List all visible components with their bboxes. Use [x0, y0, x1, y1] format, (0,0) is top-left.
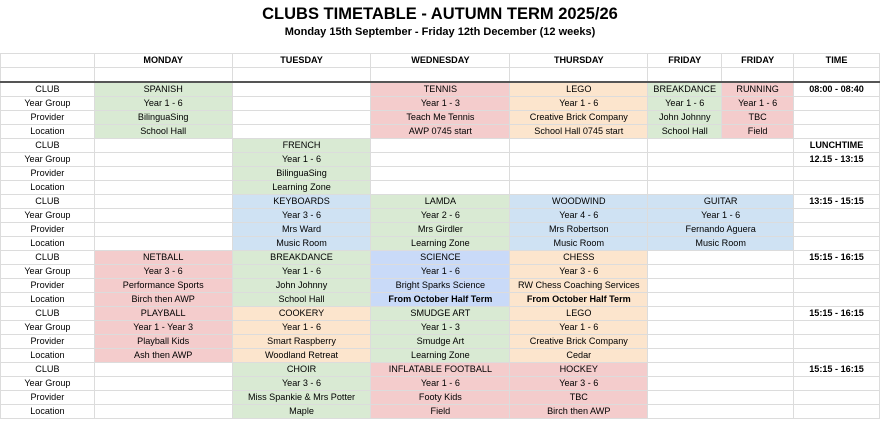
header-friday-1[interactable]: FRIDAY — [648, 54, 722, 68]
cell-wednesday[interactable]: Learning Zone — [371, 349, 510, 363]
cell-time[interactable] — [794, 209, 880, 223]
cell-time[interactable] — [794, 265, 880, 279]
cell-tuesday[interactable]: John Johnny — [232, 279, 371, 293]
cell-time[interactable]: 15:15 - 16:15 — [794, 363, 880, 377]
cell-monday[interactable] — [94, 363, 232, 377]
row-label[interactable]: Year Group — [1, 265, 95, 279]
spacer-cell[interactable] — [648, 68, 722, 83]
row-label[interactable]: CLUB — [1, 251, 95, 265]
header-time[interactable]: TIME — [794, 54, 880, 68]
row-label[interactable]: Year Group — [1, 97, 95, 111]
header-thursday[interactable]: THURSDAY — [510, 54, 648, 68]
table-row — [1, 82, 880, 97]
cell-monday[interactable] — [94, 139, 232, 153]
cell-monday[interactable] — [94, 209, 232, 223]
cell-thursday[interactable]: Year 4 - 6 — [510, 209, 648, 223]
cell-time[interactable] — [794, 279, 880, 293]
cell-tuesday[interactable]: Music Room — [232, 237, 371, 251]
cell-monday[interactable] — [94, 181, 232, 195]
cell-thursday[interactable]: CHESS — [510, 251, 648, 265]
cell-monday[interactable] — [94, 237, 232, 251]
table-row — [1, 209, 880, 223]
header-blank[interactable] — [1, 54, 95, 68]
cell-time[interactable] — [794, 405, 880, 419]
cell-wednesday[interactable] — [371, 153, 510, 167]
cell-friday-1[interactable]: School Hall — [648, 125, 722, 139]
cell-wednesday[interactable]: Bright Sparks Science — [371, 279, 510, 293]
cell-tuesday[interactable]: CHOIR — [232, 363, 371, 377]
table-row — [1, 181, 880, 195]
cell-friday[interactable] — [648, 293, 794, 307]
cell-time[interactable] — [794, 237, 880, 251]
header-tuesday[interactable]: TUESDAY — [232, 54, 371, 68]
table-row — [1, 391, 880, 405]
cell-monday[interactable] — [94, 391, 232, 405]
row-label[interactable]: CLUB — [1, 82, 95, 97]
cell-time[interactable] — [794, 321, 880, 335]
header-friday-2[interactable]: FRIDAY — [722, 54, 794, 68]
table-row — [1, 153, 880, 167]
table-row — [1, 111, 880, 125]
cell-thursday[interactable]: Cedar — [510, 349, 648, 363]
cell-thursday[interactable]: Birch then AWP — [510, 405, 648, 419]
cell-thursday[interactable] — [510, 139, 648, 153]
cell-wednesday[interactable]: Year 1 - 6 — [371, 377, 510, 391]
table-row — [1, 293, 880, 307]
cell-wednesday[interactable]: Teach Me Tennis — [371, 111, 510, 125]
cell-wednesday[interactable]: Field — [371, 405, 510, 419]
cell-friday[interactable] — [648, 265, 794, 279]
row-label[interactable]: Location — [1, 293, 95, 307]
table-row — [1, 237, 880, 251]
cell-monday[interactable]: Year 3 - 6 — [94, 265, 232, 279]
cell-wednesday[interactable]: Year 1 - 6 — [371, 265, 510, 279]
cell-wednesday[interactable]: Footy Kids — [371, 391, 510, 405]
cell-monday[interactable] — [94, 377, 232, 391]
cell-tuesday[interactable]: Woodland Retreat — [232, 349, 371, 363]
cell-tuesday[interactable] — [232, 82, 371, 97]
row-label[interactable]: CLUB — [1, 363, 95, 377]
header-row — [1, 54, 880, 68]
cell-wednesday[interactable]: INFLATABLE FOOTBALL — [371, 363, 510, 377]
row-label[interactable]: Provider — [1, 335, 95, 349]
cell-thursday[interactable]: Mrs Robertson — [510, 223, 648, 237]
cell-thursday[interactable] — [510, 181, 648, 195]
cell-monday[interactable]: Birch then AWP — [94, 293, 232, 307]
cell-friday[interactable]: GUITAR — [648, 195, 794, 209]
cell-friday[interactable]: Music Room — [648, 237, 794, 251]
cell-time[interactable]: 08:00 - 08:40 — [794, 82, 880, 97]
row-label[interactable]: Year Group — [1, 209, 95, 223]
table-row — [1, 251, 880, 265]
cell-time[interactable] — [794, 293, 880, 307]
cell-wednesday[interactable] — [371, 167, 510, 181]
row-label[interactable]: Location — [1, 181, 95, 195]
cell-tuesday[interactable]: Year 1 - 6 — [232, 321, 371, 335]
cell-wednesday[interactable]: SCIENCE — [371, 251, 510, 265]
table-row — [1, 223, 880, 237]
cell-thursday[interactable]: Creative Brick Company — [510, 335, 648, 349]
cell-wednesday[interactable]: AWP 0745 start — [371, 125, 510, 139]
cell-monday[interactable] — [94, 223, 232, 237]
cell-thursday[interactable]: Year 3 - 6 — [510, 377, 648, 391]
table-row — [1, 125, 880, 139]
table-row — [1, 279, 880, 293]
cell-time[interactable]: 13:15 - 15:15 — [794, 195, 880, 209]
table-row — [1, 265, 880, 279]
cell-thursday[interactable]: RW Chess Coaching Services — [510, 279, 648, 293]
row-label[interactable]: Year Group — [1, 377, 95, 391]
table-row — [1, 363, 880, 377]
table-row — [1, 377, 880, 391]
cell-monday[interactable]: School Hall — [94, 125, 232, 139]
cell-friday[interactable] — [648, 307, 794, 321]
table-row — [1, 139, 880, 153]
row-label[interactable]: Provider — [1, 223, 95, 237]
row-label[interactable]: Location — [1, 405, 95, 419]
spacer-cell[interactable] — [232, 68, 371, 83]
cell-thursday[interactable]: WOODWIND — [510, 195, 648, 209]
cell-time[interactable] — [794, 223, 880, 237]
spacer-cell[interactable] — [94, 68, 232, 83]
cell-friday-2[interactable]: Field — [722, 125, 794, 139]
cell-wednesday[interactable] — [371, 181, 510, 195]
cell-friday[interactable]: Year 1 - 6 — [648, 209, 794, 223]
cell-friday[interactable] — [648, 363, 794, 377]
cell-tuesday[interactable]: Miss Spankie & Mrs Potter — [232, 391, 371, 405]
cell-monday[interactable]: Ash then AWP — [94, 349, 232, 363]
table-row — [1, 335, 880, 349]
cell-wednesday[interactable] — [371, 139, 510, 153]
cell-monday[interactable]: Year 1 - 6 — [94, 97, 232, 111]
cell-thursday[interactable]: Creative Brick Company — [510, 111, 648, 125]
cell-time[interactable] — [794, 111, 880, 125]
cell-tuesday[interactable]: KEYBOARDS — [232, 195, 371, 209]
cell-friday[interactable] — [648, 377, 794, 391]
cell-time[interactable]: 15:15 - 16:15 — [794, 307, 880, 321]
cell-monday[interactable]: Playball Kids — [94, 335, 232, 349]
row-label[interactable]: Location — [1, 237, 95, 251]
cell-tuesday[interactable] — [232, 97, 371, 111]
spacer-cell[interactable] — [794, 68, 880, 83]
cell-tuesday[interactable]: BREAKDANCE — [232, 251, 371, 265]
cell-tuesday[interactable]: Year 3 - 6 — [232, 377, 371, 391]
table-row — [1, 321, 880, 335]
cell-friday[interactable] — [648, 405, 794, 419]
cell-wednesday[interactable]: Smudge Art — [371, 335, 510, 349]
row-label[interactable]: Provider — [1, 167, 95, 181]
cell-friday[interactable] — [648, 167, 794, 181]
cell-time[interactable] — [794, 377, 880, 391]
cell-tuesday[interactable]: Maple — [232, 405, 371, 419]
spacer-cell[interactable] — [510, 68, 648, 83]
cell-friday[interactable] — [648, 153, 794, 167]
cell-friday[interactable] — [648, 349, 794, 363]
cell-time[interactable] — [794, 181, 880, 195]
cell-friday-2[interactable]: TBC — [722, 111, 794, 125]
cell-thursday[interactable]: Year 1 - 6 — [510, 321, 648, 335]
row-label[interactable]: CLUB — [1, 139, 95, 153]
cell-thursday[interactable]: LEGO — [510, 82, 648, 97]
table-row — [1, 97, 880, 111]
table-row — [1, 307, 880, 321]
row-label[interactable]: Provider — [1, 111, 95, 125]
row-label[interactable]: Location — [1, 125, 95, 139]
cell-thursday[interactable]: Year 1 - 6 — [510, 97, 648, 111]
cell-tuesday[interactable]: Year 1 - 6 — [232, 265, 371, 279]
cell-time[interactable] — [794, 97, 880, 111]
cell-time[interactable] — [794, 335, 880, 349]
cell-friday[interactable] — [648, 181, 794, 195]
cell-tuesday[interactable]: FRENCH — [232, 139, 371, 153]
cell-monday[interactable] — [94, 405, 232, 419]
cell-friday[interactable] — [648, 279, 794, 293]
cell-friday-1[interactable]: BREAKDANCE — [648, 82, 722, 97]
cell-tuesday[interactable]: Learning Zone — [232, 181, 371, 195]
cell-tuesday[interactable] — [232, 111, 371, 125]
cell-friday[interactable] — [648, 139, 794, 153]
table-row — [1, 167, 880, 181]
cell-time[interactable] — [794, 349, 880, 363]
row-label[interactable]: Year Group — [1, 153, 95, 167]
cell-thursday[interactable]: TBC — [510, 391, 648, 405]
spacer-cell[interactable] — [1, 68, 95, 83]
cell-thursday[interactable] — [510, 153, 648, 167]
cell-wednesday[interactable]: From October Half Term — [371, 293, 510, 307]
cell-monday[interactable]: Performance Sports — [94, 279, 232, 293]
cell-wednesday[interactable]: Year 1 - 3 — [371, 97, 510, 111]
row-label[interactable]: Provider — [1, 279, 95, 293]
cell-time[interactable]: 12.15 - 13:15 — [794, 153, 880, 167]
cell-monday[interactable] — [94, 153, 232, 167]
cell-thursday[interactable] — [510, 167, 648, 181]
cell-friday[interactable] — [648, 251, 794, 265]
table-row — [1, 405, 880, 419]
row-label[interactable]: Year Group — [1, 321, 95, 335]
spacer-cell[interactable] — [371, 68, 510, 83]
cell-monday[interactable] — [94, 167, 232, 181]
cell-monday[interactable]: NETBALL — [94, 251, 232, 265]
cell-monday[interactable] — [94, 195, 232, 209]
row-label[interactable]: Location — [1, 349, 95, 363]
cell-time[interactable]: 15:15 - 16:15 — [794, 251, 880, 265]
cell-wednesday[interactable]: Learning Zone — [371, 237, 510, 251]
timetable-title: CLUBS TIMETABLE - AUTUMN TERM 2025/26 — [262, 5, 618, 23]
cell-tuesday[interactable]: Year 1 - 6 — [232, 153, 371, 167]
cell-wednesday[interactable]: TENNIS — [371, 82, 510, 97]
cell-thursday[interactable]: School Hall 0745 start — [510, 125, 648, 139]
cell-time[interactable] — [794, 391, 880, 405]
cell-wednesday[interactable]: Year 2 - 6 — [371, 209, 510, 223]
cell-thursday[interactable]: Music Room — [510, 237, 648, 251]
cell-friday[interactable] — [648, 321, 794, 335]
cell-friday[interactable] — [648, 391, 794, 405]
cell-tuesday[interactable]: Mrs Ward — [232, 223, 371, 237]
cell-monday[interactable]: PLAYBALL — [94, 307, 232, 321]
spacer-row — [1, 68, 880, 83]
cell-friday-1[interactable]: John Johnny — [648, 111, 722, 125]
table-row — [1, 349, 880, 363]
table-row — [1, 195, 880, 209]
timetable — [0, 53, 880, 419]
cell-thursday[interactable]: Year 3 - 6 — [510, 265, 648, 279]
cell-time[interactable]: LUNCHTIME — [794, 139, 880, 153]
header-monday[interactable]: MONDAY — [94, 54, 232, 68]
cell-wednesday[interactable]: LAMDA — [371, 195, 510, 209]
cell-friday-2[interactable]: RUNNING — [722, 82, 794, 97]
cell-tuesday[interactable]: Year 3 - 6 — [232, 209, 371, 223]
cell-tuesday[interactable]: School Hall — [232, 293, 371, 307]
header-wednesday[interactable]: WEDNESDAY — [371, 54, 510, 68]
cell-tuesday[interactable]: Smart Raspberry — [232, 335, 371, 349]
row-label[interactable]: CLUB — [1, 195, 95, 209]
cell-thursday[interactable]: From October Half Term — [510, 293, 648, 307]
cell-monday[interactable]: Year 1 - Year 3 — [94, 321, 232, 335]
cell-time[interactable] — [794, 167, 880, 181]
cell-monday[interactable]: BilinguaSing — [94, 111, 232, 125]
cell-friday-1[interactable]: Year 1 - 6 — [648, 97, 722, 111]
cell-thursday[interactable]: HOCKEY — [510, 363, 648, 377]
cell-wednesday[interactable]: Year 1 - 3 — [371, 321, 510, 335]
spacer-cell[interactable] — [722, 68, 794, 83]
cell-friday[interactable]: Fernando Aguera — [648, 223, 794, 237]
timetable-subtitle: Monday 15th September - Friday 12th December (12 weeks) — [284, 26, 596, 38]
row-label[interactable]: Provider — [1, 391, 95, 405]
cell-friday[interactable] — [648, 335, 794, 349]
cell-tuesday[interactable]: COOKERY — [232, 307, 371, 321]
cell-time[interactable] — [794, 125, 880, 139]
cell-wednesday[interactable]: SMUDGE ART — [371, 307, 510, 321]
row-label[interactable]: CLUB — [1, 307, 95, 321]
cell-tuesday[interactable] — [232, 125, 371, 139]
cell-friday-2[interactable]: Year 1 - 6 — [722, 97, 794, 111]
cell-thursday[interactable]: LEGO — [510, 307, 648, 321]
cell-wednesday[interactable]: Mrs Girdler — [371, 223, 510, 237]
cell-tuesday[interactable]: BilinguaSing — [232, 167, 371, 181]
cell-monday[interactable]: SPANISH — [94, 82, 232, 97]
